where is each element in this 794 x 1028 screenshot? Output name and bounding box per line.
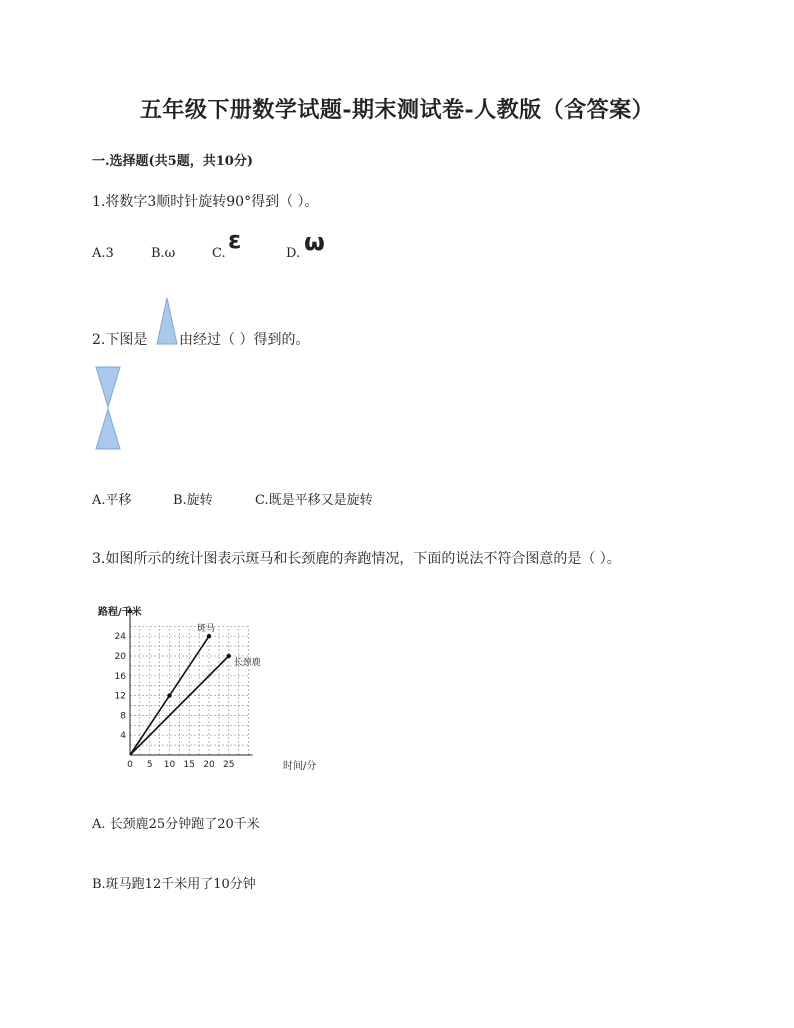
y-tick-label: 12 — [114, 691, 126, 702]
q1-option-c-label: C. — [212, 246, 226, 261]
question-2-text-before: 2.下图是 — [92, 332, 148, 348]
q1-option-d-glyph: ω — [304, 228, 325, 256]
question-2-text-after: 由经过（ ）得到的。 — [179, 332, 310, 348]
q1-option-d-label: D. — [286, 246, 301, 261]
x-axis-label: 时间/分 — [283, 761, 317, 772]
y-tick-label: 8 — [120, 711, 126, 722]
chart-grid — [130, 626, 249, 755]
data-point — [227, 654, 231, 658]
q2-option-c: C.既是平移又是旋转 — [255, 493, 373, 508]
q2-option-b: B.旋转 — [173, 493, 213, 508]
question-1-text: 1.将数字3顺时针旋转90°得到（ ）。 — [92, 194, 319, 210]
x-tick-label: 25 — [223, 760, 235, 770]
x-tick-label: 0 — [127, 760, 133, 770]
chart-axes — [127, 607, 253, 755]
section-header: 一.选择题(共5题，共10分) — [92, 154, 253, 169]
q1-option-b: B.ω — [151, 246, 176, 261]
y-axis-label: 路程/千米 — [98, 607, 142, 618]
y-tick-label: 4 — [120, 731, 126, 742]
data-point — [207, 634, 211, 638]
x-tick-label: 10 — [163, 760, 176, 770]
q3-option-a: A. 长颈鹿25分钟跑了20千米 — [92, 817, 260, 832]
q1-option-c-glyph: ε — [228, 226, 242, 254]
hourglass-figure — [95, 366, 121, 450]
chart-ticks — [115, 632, 235, 770]
x-tick-label: 20 — [203, 760, 215, 770]
triangle-icon — [156, 297, 178, 345]
y-tick-label: 20 — [114, 652, 126, 662]
q2-option-a: A.平移 — [92, 493, 132, 508]
series-label: 长颈鹿 — [233, 658, 261, 668]
x-tick-label: 5 — [146, 760, 153, 770]
series-label: 斑马 — [197, 624, 216, 635]
x-tick-label: 15 — [183, 760, 195, 770]
question-3-text: 3.如图所示的统计图表示斑马和长颈鹿的奔跑情况，下面的说法不符合图意的是（ ）。 — [92, 551, 621, 567]
data-point — [167, 693, 171, 697]
y-tick-label: 24 — [114, 632, 126, 643]
q3-option-b: B.斑马跑12千米用了10分钟 — [92, 877, 256, 892]
page-title: 五年级下册数学试题-期末测试卷-人教版（含答案） — [139, 97, 655, 123]
y-tick-label: 16 — [114, 671, 126, 682]
q1-option-a: A.3 — [92, 246, 114, 261]
distance-time-chart — [92, 603, 332, 775]
